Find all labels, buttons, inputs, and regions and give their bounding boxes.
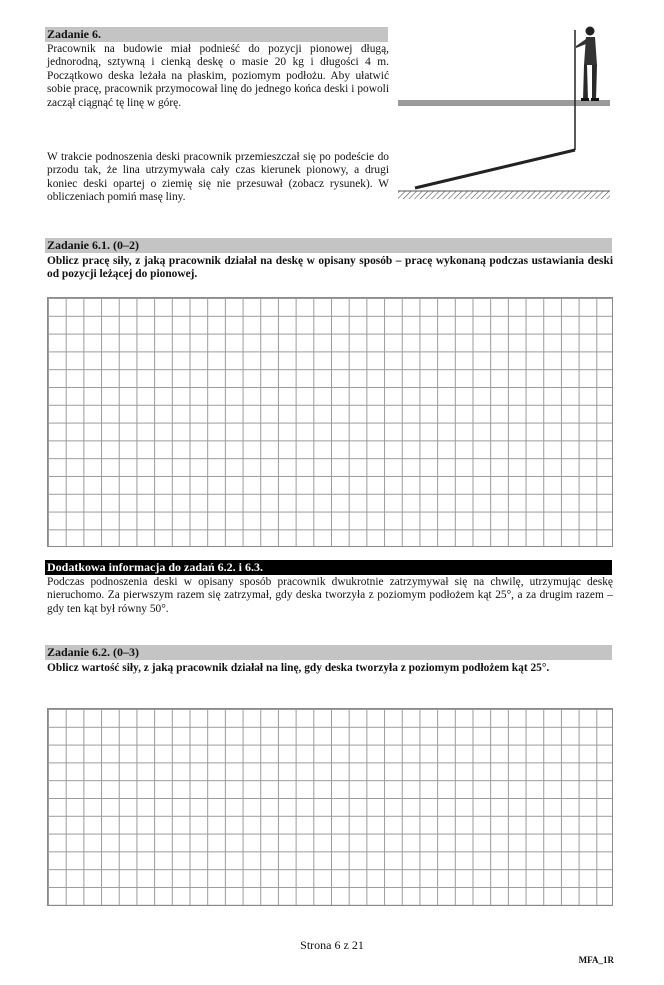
task6-paragraph-1: Pracownik na budowie miał podnieść do pozycji pionowej długą, jednorodną, sztywną i cienką deskę o masie 20 kg i długości 4 m. Początkowo deska leżała na płaskim, poziomym podłożu. Aby ułatwić sobie pracę, pracownik przymocował linę do jednego końca deski i powoli zaczął ciągnąć tę linę w górę. [47, 43, 389, 109]
task6-paragraph-2a [47, 151, 389, 205]
task6-2-question: Oblicz wartość siły, z jaką pracownik działał na linę, gdy deska tworzyła z poziomym podłożem kąt 25°. [47, 662, 550, 674]
answer-grid-6-2[interactable] [47, 708, 613, 906]
task6-2-title: Zadanie 6.2. (0–3) [47, 645, 140, 659]
board-lifting-illustration [395, 20, 615, 205]
task6-1-question: Oblicz pracę siły, z jaką pracownik działał na deskę w opisany sposób – pracę wykonaną podczas ustawiania deski od pozycji leżącej do pionowej. [47, 255, 613, 281]
worker-figure [576, 27, 599, 102]
board [415, 150, 575, 188]
extra-info-text: Podczas podnoszenia deski w opisany sposób pracownik dwukrotnie zatrzymywał się na chwilę, utrzymując deskę nieruchomo. Za pierwszym razem się zatrzymał, gdy deska tworzyła z poziomym podłożem kąt 25°, a za drugim razem – gdy ten kąt był równy 50°. [47, 576, 613, 615]
answer-grid-6-1[interactable] [47, 297, 613, 547]
page-number: Strona 6 z 21 [300, 938, 364, 952]
task6-paragraph-2: W trakcie podnoszenia deski pracownik przemieszczał się po podeście do przodu tak, że lina utrzymywała cały czas kierunek pionowy, a drugi koniec deski opartej o ziemię się nie przesuwał (zobacz rysunek). W obliczeniach pomiń masę liny. [47, 151, 389, 204]
task6-1-header [45, 238, 612, 253]
ground [398, 191, 610, 199]
task6-header [45, 27, 388, 42]
task6-1-title: Zadanie 6.1. (0–2) [47, 238, 140, 252]
task6-title: Zadanie 6. [47, 27, 102, 41]
platform [398, 100, 610, 106]
task6-2-header [45, 645, 612, 660]
extra-info-header [45, 560, 612, 575]
document-code: MFA_1R [578, 955, 614, 965]
extra-info-title: Dodatkowa informacja do zadań 6.2. i 6.3. [47, 560, 264, 574]
